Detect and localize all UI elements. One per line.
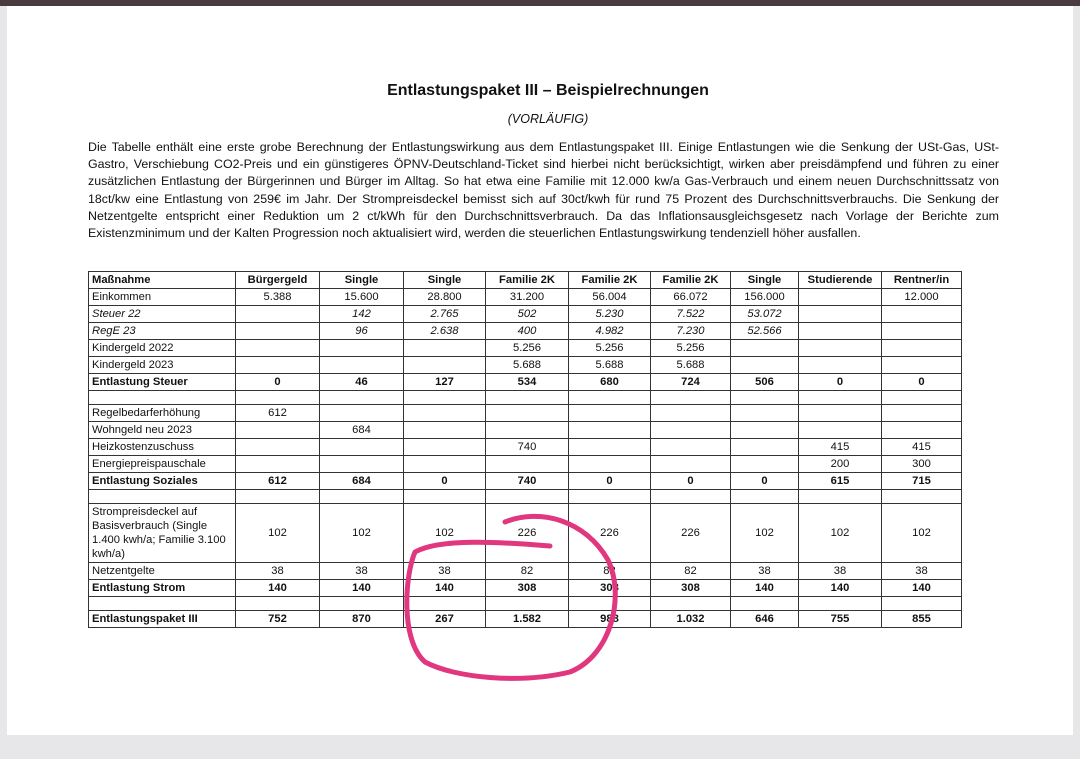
table-cell: 612 (236, 405, 320, 422)
table-cell: 46 (320, 374, 404, 391)
table-cell: 0 (569, 473, 651, 490)
row-label: Heizkostenzuschuss (89, 439, 236, 456)
table-cell: 308 (651, 580, 731, 597)
table-cell: 5.256 (486, 340, 569, 357)
table-cell: 0 (236, 374, 320, 391)
table-cell: 0 (882, 374, 962, 391)
table-cell: 2.765 (404, 306, 486, 323)
column-header: Familie 2K (651, 272, 731, 289)
table-cell: 38 (404, 563, 486, 580)
row-label: Kindergeld 2023 (89, 357, 236, 374)
column-header: Familie 2K (486, 272, 569, 289)
table-cell: 2.638 (404, 323, 486, 340)
table-cell: 102 (731, 504, 799, 563)
table-cell: 724 (651, 374, 731, 391)
table-cell: 15.600 (320, 289, 404, 306)
table-cell: 66.072 (651, 289, 731, 306)
table-cell: 534 (486, 374, 569, 391)
row-label: Entlastung Strom (89, 580, 236, 597)
table-cell: 38 (731, 563, 799, 580)
table-cell: 156.000 (731, 289, 799, 306)
row-label: RegE 23 (89, 323, 236, 340)
table-cell: 142 (320, 306, 404, 323)
row-label: Entlastung Soziales (89, 473, 236, 490)
table-cell: 684 (320, 473, 404, 490)
table-cell: 740 (486, 473, 569, 490)
table-cell: 0 (404, 473, 486, 490)
table-cell: 308 (486, 580, 569, 597)
table-cell: 0 (651, 473, 731, 490)
table-cell: 715 (882, 473, 962, 490)
table-cell: 140 (882, 580, 962, 597)
table-cell: 1.582 (486, 611, 569, 628)
table-cell: 612 (236, 473, 320, 490)
table-cell: 0 (731, 473, 799, 490)
column-header: Single (731, 272, 799, 289)
column-header: Maßnahme (89, 272, 236, 289)
table-cell: 226 (651, 504, 731, 563)
row-label: Einkommen (89, 289, 236, 306)
table-cell: 200 (799, 456, 882, 473)
table-cell: 752 (236, 611, 320, 628)
table-cell: 28.800 (404, 289, 486, 306)
table-cell: 53.072 (731, 306, 799, 323)
table-cell: 226 (486, 504, 569, 563)
table-cell: 102 (404, 504, 486, 563)
table-cell: 680 (569, 374, 651, 391)
table-cell: 96 (320, 323, 404, 340)
table-cell: 12.000 (882, 289, 962, 306)
table-cell: 5.688 (651, 357, 731, 374)
table-cell: 56.004 (569, 289, 651, 306)
table-cell: 5.388 (236, 289, 320, 306)
table-cell: 740 (486, 439, 569, 456)
table-cell: 140 (404, 580, 486, 597)
table-cell: 988 (569, 611, 651, 628)
table-cell: 4.982 (569, 323, 651, 340)
document-title: Entlastungspaket III – Beispielrechnungen (387, 82, 709, 99)
row-label: Kindergeld 2022 (89, 340, 236, 357)
table-cell: 506 (731, 374, 799, 391)
row-label: Netzentgelte (89, 563, 236, 580)
table-cell: 855 (882, 611, 962, 628)
table-cell: 5.688 (486, 357, 569, 374)
table-cell: 82 (569, 563, 651, 580)
table-cell: 38 (799, 563, 882, 580)
table-cell: 82 (486, 563, 569, 580)
column-header: Single (320, 272, 404, 289)
table-cell: 52.566 (731, 323, 799, 340)
table-cell: 38 (236, 563, 320, 580)
table-cell: 82 (651, 563, 731, 580)
table-cell: 140 (236, 580, 320, 597)
table-cell: 267 (404, 611, 486, 628)
table-cell: 415 (882, 439, 962, 456)
table-cell: 400 (486, 323, 569, 340)
table-cell: 5.230 (569, 306, 651, 323)
row-label: Entlastungspaket III (89, 611, 236, 628)
column-header: Studierende (799, 272, 882, 289)
table-cell: 5.688 (569, 357, 651, 374)
table-cell: 102 (320, 504, 404, 563)
table-cell: 870 (320, 611, 404, 628)
table-cell: 127 (404, 374, 486, 391)
document-subtitle: (VORLÄUFIG) (507, 112, 589, 126)
intro-paragraph: Die Tabelle enthält eine erste grobe Berechnung der Entlastungswirkung aus dem Entlastungspaket III. Einige Entlastungen wie die Senkung der USt-Gas, USt-Gastro, Verschiebung CO2-Preis und ein günstigeres ÖPNV-Deutschland-Ticket sind hierbei nicht berücksichtigt, wirken aber preisdämpfend und führen zu einer zusätzlichen Entlastung der Bürgerinnen und Bürger im Alltag. So hat etwa eine Familie mit 12.000 kw/a Gas-Verbrauch und einem neuen Durchschnittssatz von 18ct/kw eine Entlastung von 259€ im Jahr. Der Strompreisdeckel bemisst sich auf 30ct/kwh für rund 75 Prozent des Durchschnittsverbrauchs. Die Senkung der Netzentgelte entspricht einer Reduktion um 2 ct/kWh für den Durchschnittsverbrauch. Da das Inflationsausgleichsgesetz nach Vorlage der Berichte zum Existenzminimum und der Kalten Progression noch aktualisiert wird, werden die steuerlichen Entlastungswirkung tendenziell höher ausfallen. (88, 140, 999, 241)
table-cell: 140 (799, 580, 882, 597)
table-cell: 38 (320, 563, 404, 580)
row-label: Regelbedarferhöhung (89, 405, 236, 422)
table-cell: 5.256 (651, 340, 731, 357)
table-cell: 38 (882, 563, 962, 580)
table-cell: 0 (799, 374, 882, 391)
row-label: Wohngeld neu 2023 (89, 422, 236, 439)
table-cell: 646 (731, 611, 799, 628)
table-cell: 502 (486, 306, 569, 323)
table-cell: 308 (569, 580, 651, 597)
table-cell: 102 (236, 504, 320, 563)
table-cell: 140 (731, 580, 799, 597)
table-cell: 102 (799, 504, 882, 563)
table-cell: 226 (569, 504, 651, 563)
table-cell: 300 (882, 456, 962, 473)
table-cell: 7.522 (651, 306, 731, 323)
column-header: Familie 2K (569, 272, 651, 289)
table-cell: 102 (882, 504, 962, 563)
table-cell: 31.200 (486, 289, 569, 306)
table-cell: 1.032 (651, 611, 731, 628)
table-cell: 684 (320, 422, 404, 439)
column-header: Single (404, 272, 486, 289)
table-cell: 7.230 (651, 323, 731, 340)
row-label: Strompreisdeckel auf Basisverbrauch (Single 1.400 kwh/a; Familie 3.100 kwh/a) (89, 504, 236, 563)
table-cell: 5.256 (569, 340, 651, 357)
column-header: Rentner/in (882, 272, 962, 289)
table-cell: 615 (799, 473, 882, 490)
table-cell: 755 (799, 611, 882, 628)
table-cell: 140 (320, 580, 404, 597)
row-label: Entlastung Steuer (89, 374, 236, 391)
row-label: Steuer 22 (89, 306, 236, 323)
column-header: Bürgergeld (236, 272, 320, 289)
row-label: Energiepreispauschale (89, 456, 236, 473)
table-cell: 415 (799, 439, 882, 456)
